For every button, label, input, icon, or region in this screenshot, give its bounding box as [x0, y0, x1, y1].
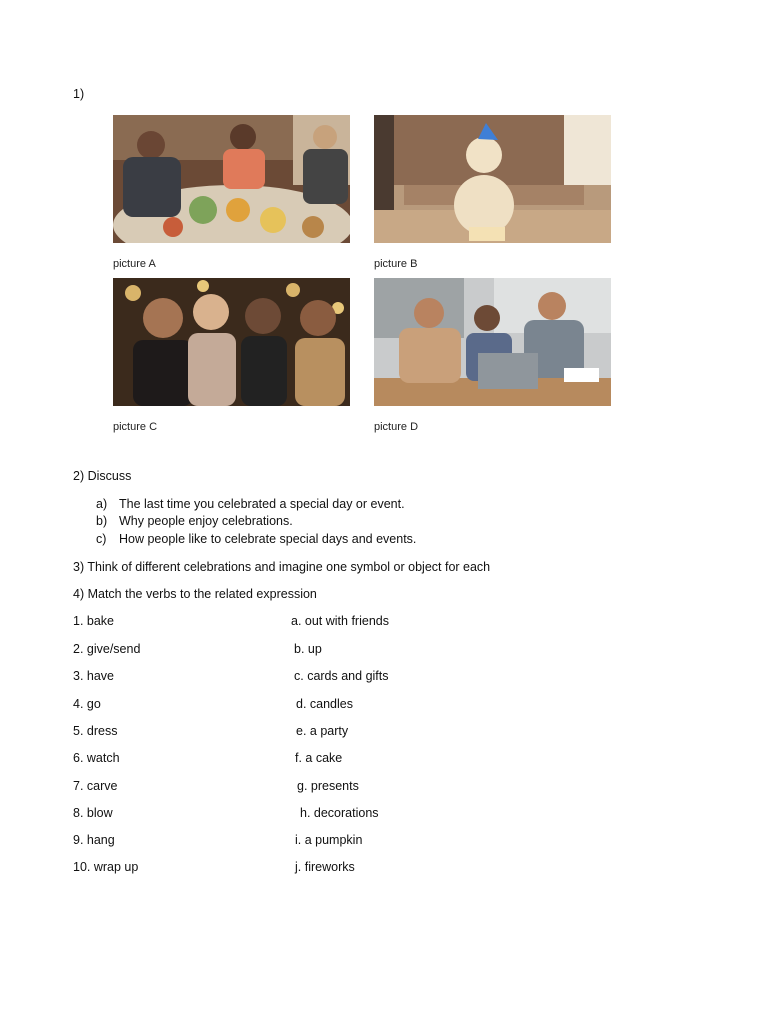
discuss-item-letter: a) [96, 497, 108, 511]
expression-item: e. a party [296, 724, 349, 738]
verb-item: 8. blow [73, 806, 113, 820]
picture-a-caption: picture A [113, 258, 156, 270]
verb-item: 6. watch [73, 751, 120, 765]
discuss-item-text: How people like to celebrate special days and events. [119, 532, 417, 546]
expression-item: h. decorations [300, 806, 379, 820]
expression-item: f. a cake [295, 751, 343, 765]
q4-heading: 4) Match the verbs to the related expression [73, 587, 317, 601]
expression-item: b. up [294, 642, 322, 656]
discuss-item-b [96, 514, 293, 528]
expression-item: j. fireworks [295, 860, 355, 874]
discuss-item-letter: c) [96, 532, 107, 546]
picture-b-caption: picture B [374, 258, 418, 270]
discuss-item-text: The last time you celebrated a special day or event. [119, 497, 405, 511]
picture-c-caption: picture C [113, 421, 158, 433]
expression-item: c. cards and gifts [294, 669, 389, 683]
verb-item: 7. carve [73, 779, 118, 793]
q2-heading: 2) Discuss [73, 469, 132, 483]
picture-c-image [113, 278, 350, 406]
picture-b-image [374, 115, 611, 243]
verb-item: 2. give/send [73, 642, 141, 656]
expression-item: a. out with friends [291, 614, 389, 628]
verb-item: 1. bake [73, 614, 115, 628]
q1-number: 1) [73, 87, 85, 101]
verb-item: 10. wrap up [73, 860, 139, 874]
picture-d-image [374, 278, 611, 406]
expression-item: g. presents [297, 779, 359, 793]
discuss-item-letter: b) [96, 514, 108, 528]
verb-item: 5. dress [73, 724, 118, 738]
expression-item: i. a pumpkin [295, 833, 363, 847]
verb-item: 3. have [73, 669, 115, 683]
discuss-item-a [96, 497, 405, 511]
verb-item: 4. go [73, 697, 101, 711]
verb-item: 9. hang [73, 833, 115, 847]
expression-item: d. candles [296, 697, 353, 711]
picture-a-image [113, 115, 350, 243]
discuss-item-text: Why people enjoy celebrations. [119, 514, 293, 528]
q3-heading: 3) Think of different celebrations and imagine one symbol or object for each [73, 560, 491, 574]
picture-d-caption: picture D [374, 421, 419, 433]
discuss-item-c [96, 532, 416, 546]
